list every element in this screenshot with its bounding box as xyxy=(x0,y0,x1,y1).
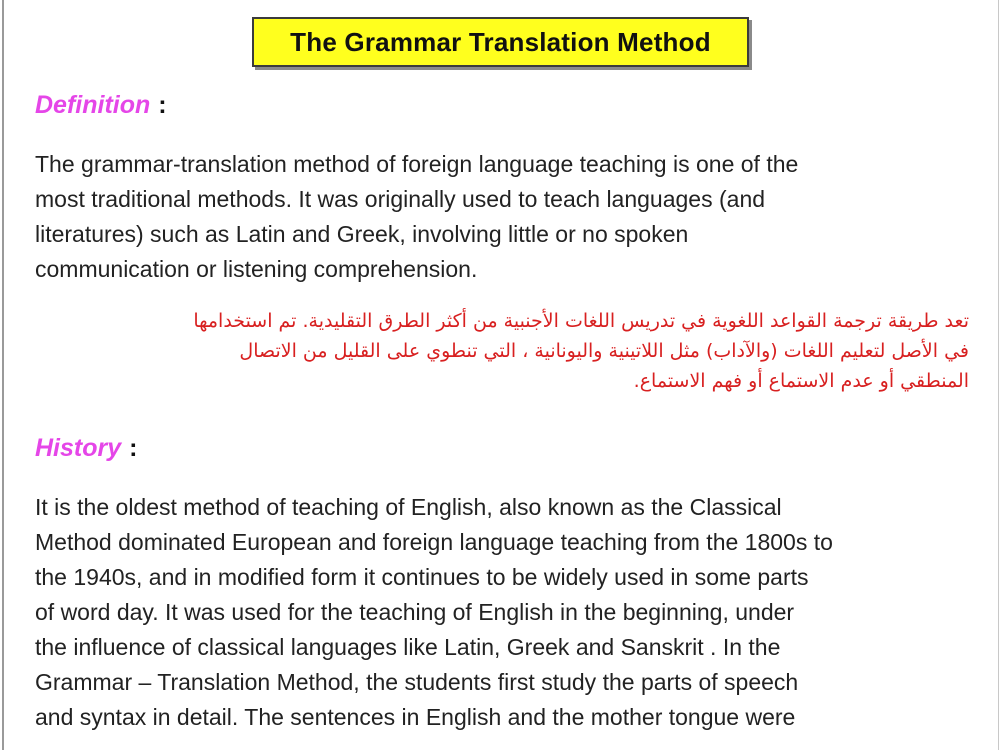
definition-english-line: The grammar-translation method of foreign language teaching is one of the xyxy=(35,151,799,177)
definition-arabic-paragraph xyxy=(35,306,969,396)
right-margin-rule xyxy=(998,0,999,750)
history-paragraph xyxy=(35,490,955,735)
definition-english-line: communication or listening comprehension. xyxy=(35,256,478,282)
definition-heading-text: Definition xyxy=(35,91,151,119)
definition-english-line: most traditional methods. It was originally used to teach languages (and xyxy=(35,186,766,212)
history-line: the influence of classical languages like Latin, Greek and Sanskrit . In the xyxy=(35,634,781,660)
history-line: Grammar – Translation Method, the students first study the parts of speech xyxy=(35,669,799,695)
page-title: The Grammar Translation Method xyxy=(290,26,711,57)
history-heading-colon: : xyxy=(129,434,138,462)
definition-arabic-line: في الأصل لتعليم اللغات (والآداب) مثل اللاتينية واليونانية ، التي تنطوي على القليل من الاتصال xyxy=(239,340,969,362)
definition-arabic-line: تعد طريقة ترجمة القواعد اللغوية في تدريس اللغات الأجنبية من أكثر الطرق التقليدية. تم استخدامها xyxy=(193,310,969,332)
definition-english-paragraph xyxy=(35,147,955,287)
history-line: and syntax in detail. The sentences in English and the mother tongue were xyxy=(35,704,796,730)
history-heading xyxy=(35,434,137,463)
definition-heading-colon: : xyxy=(158,91,167,119)
definition-heading xyxy=(35,91,167,120)
history-line: of word day. It was used for the teaching of English in the beginning, under xyxy=(35,599,795,625)
history-line: the 1940s, and in modified form it continues to be widely used in some parts xyxy=(35,564,809,590)
history-line: It is the oldest method of teaching of English, also known as the Classical xyxy=(35,494,782,520)
definition-english-line: literatures) such as Latin and Greek, involving little or no spoken xyxy=(35,221,689,247)
left-margin-rule xyxy=(2,0,4,750)
history-line: Method dominated European and foreign language teaching from the 1800s to xyxy=(35,529,833,555)
history-heading-text: History xyxy=(35,434,122,462)
definition-arabic-line: المنطقي أو عدم الاستماع أو فهم الاستماع. xyxy=(633,370,969,392)
title-box xyxy=(252,17,749,67)
